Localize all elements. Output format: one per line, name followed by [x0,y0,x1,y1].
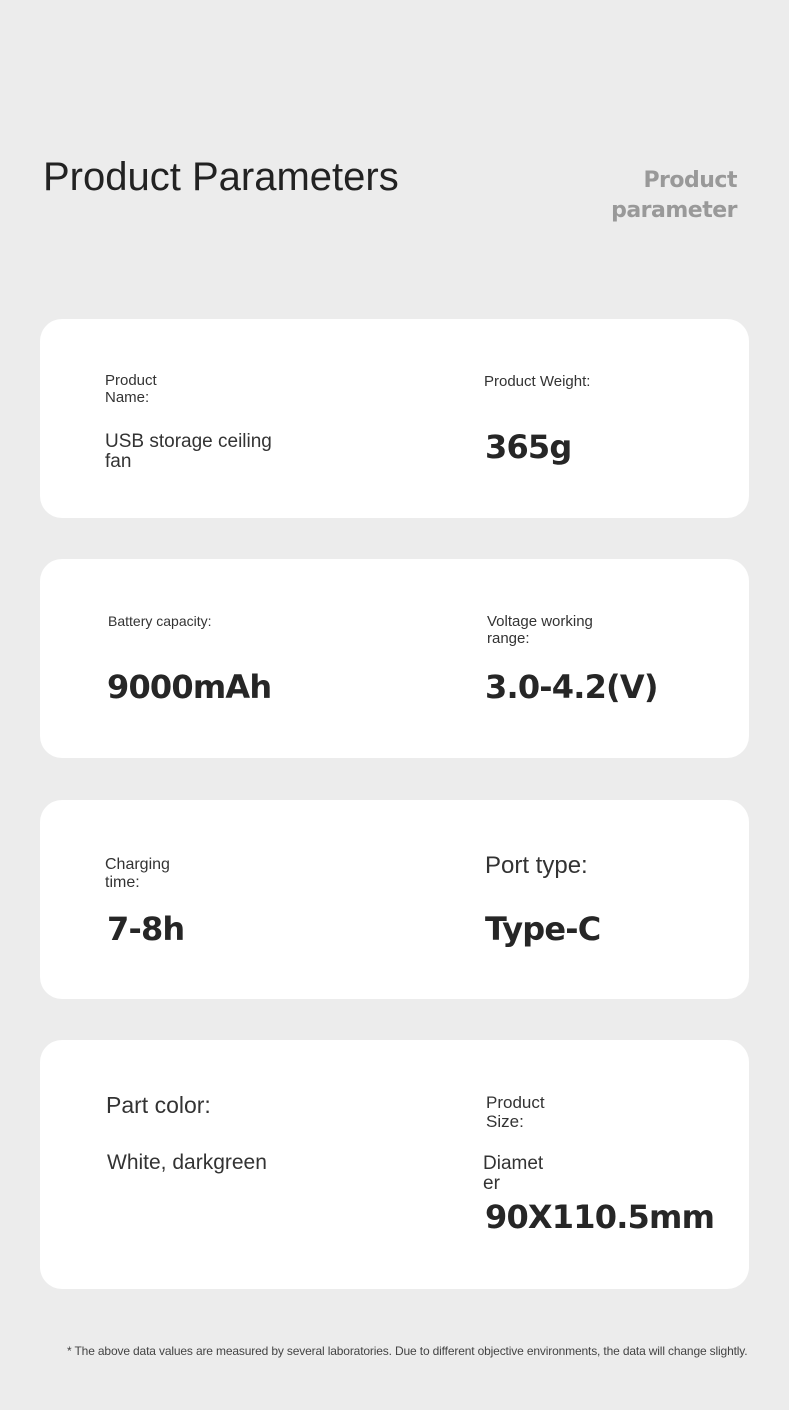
param-card-battery-voltage [40,559,749,758]
product-weight-label: Product Weight: [484,373,591,390]
battery-capacity-value: 9000mAh [107,668,272,706]
param-card-name-weight [40,319,749,518]
product-size-value: 90X110.5mm [485,1198,715,1236]
product-size-sub: Diameter [483,1153,544,1194]
port-type-label: Port type: [485,852,588,879]
battery-capacity-label: Battery capacity: [108,613,212,629]
product-name-label: Product Name: [105,372,157,406]
part-color-value: White, darkgreen [107,1151,267,1174]
param-card-charging-port [40,800,749,999]
page-title: Product Parameters [43,155,399,199]
product-name-value: USB storage ceiling fan [105,431,272,472]
param-card-color-size [40,1040,749,1289]
product-weight-value: 365g [485,428,572,466]
port-type-value: Type-C [485,910,601,948]
part-color-label: Part color: [106,1092,211,1118]
voltage-range-label: Voltage working range: [487,613,593,647]
product-size-label: Product Size: [486,1093,545,1131]
voltage-range-value: 3.0-4.2(V) [485,668,658,706]
charging-time-value: 7-8h [107,910,185,948]
footnote: * The above data values are measured by several laboratories. Due to different objective environments, the data will change slightly. [67,1344,748,1358]
charging-time-label: Charging time: [105,856,170,891]
side-title: Product parameter [611,168,737,223]
